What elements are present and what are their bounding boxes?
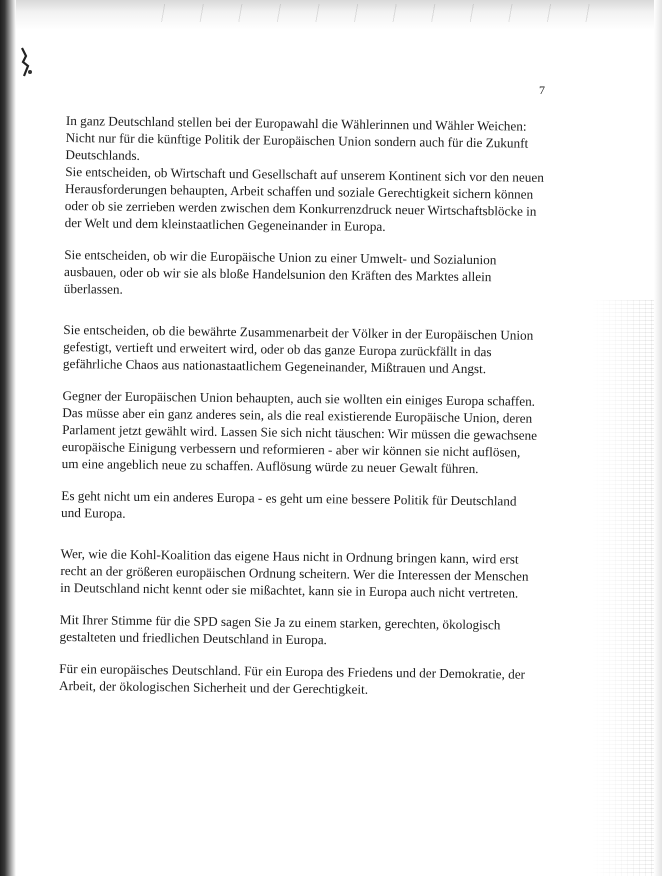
text-line: gestalteten und friedlichen Deutschland in Europa.: [59, 628, 327, 648]
text-line: Deutschlands.: [65, 146, 140, 163]
scan-top-smudges: [150, 4, 610, 22]
text-line: oder ob sie zerrieben werden zwischen dem Konkurrenzdruck neuer Wirtschaftsblöcke in: [64, 197, 537, 219]
text-line: Nicht nur für die künftige Politik der Europäischen Union sondern auch für die Zukunft: [65, 129, 529, 151]
text-line: Mit Ihrer Stimme für die SPD sagen Sie Ja zu einem starken, gerechten, ökologisch: [59, 611, 501, 633]
text-line: Für ein europäisches Deutschland. Für ein Europa des Friedens und der Demokratie, der: [59, 660, 526, 682]
staple-mark-icon: [18, 46, 36, 80]
text-line: europäische Einigung verbessern und reformieren - aber wir können sie nicht auflösen,: [61, 438, 521, 460]
scan-left-edge: [0, 0, 16, 876]
text-line: Es geht nicht um ein anderes Europa - es geht um eine bessere Politik für Deutschland: [61, 487, 517, 509]
text-line: Arbeit, der ökologischen Sicherheit und der Gerechtigkeit.: [58, 677, 369, 697]
paragraph: [59, 660, 539, 700]
page-number: 7: [539, 83, 545, 97]
paragraph: [65, 163, 546, 237]
text-line: recht an der größeren europäischen Ordnung scheitern. Wer die Interessen der Menschen: [60, 562, 529, 584]
paragraph: [60, 545, 541, 602]
text-line: überlassen.: [63, 280, 123, 297]
text-line: Parlament jetzt gewählt wird. Lassen Sie sich nicht täuschen: Wir müssen die gewachsene: [62, 421, 538, 443]
paragraph: [62, 387, 543, 478]
text-line: Sie entscheiden, ob wir die Europäische Union zu einer Umwelt- und Sozialunion: [64, 246, 497, 268]
scan-right-edge: [654, 0, 662, 876]
text-line: In ganz Deutschland stellen bei der Europawahl die Wählerinnen und Wähler Weichen:: [65, 112, 527, 134]
text-line: gefährliche Chaos aus nationastaatlichem Gegeneinander, Mißtrauen und Angst.: [62, 355, 487, 377]
paragraph: [65, 112, 546, 169]
text-line: um eine angeblich neue zu schaffen. Auflösung würde zu neuer Gewalt führen.: [61, 455, 479, 477]
text-line: Sie entscheiden, ob Wirtschaft und Gesellschaft auf unserem Kontinent sich vor den neuen: [65, 163, 544, 185]
text-line: gefestigt, vertieft und erweitert wird, oder ob das ganze Europa zurückfällt in das: [63, 338, 492, 360]
text-line: und Europa.: [61, 504, 126, 521]
paragraph: [59, 611, 539, 651]
paragraph: [63, 321, 544, 378]
text-line: der Welt und dem kleinstaatlichen Gegeneinander in Europa.: [64, 214, 386, 234]
body-text: [59, 112, 546, 700]
paragraph: [64, 246, 545, 303]
text-line: ausbauen, oder ob wir sie als bloße Handelsunion den Kräften des Marktes allein: [63, 263, 492, 285]
text-line: Gegner der Europäischen Union behaupten, auch sie wollten ein einiges Europa schaffen.: [62, 387, 536, 409]
text-line: Herausforderungen behaupten, Arbeit schaffen und soziale Gerechtigkeit sichern können: [64, 180, 534, 202]
paragraph: [61, 487, 541, 527]
text-line: Wer, wie die Kohl-Koalition das eigene Haus nicht in Ordnung bringen kann, wird erst: [60, 545, 519, 567]
scan-right-noise: [592, 300, 662, 876]
text-line: in Deutschland nicht kennt oder sie mißachtet, kann sie in Europa auch nicht vertreten.: [60, 579, 519, 601]
text-line: Das müsse aber ein ganz anderes sein, als die real existierende Europäische Union, deren: [62, 404, 533, 426]
text-line: Sie entscheiden, ob die bewährte Zusammenarbeit der Völker in der Europäischen Union: [63, 321, 534, 343]
